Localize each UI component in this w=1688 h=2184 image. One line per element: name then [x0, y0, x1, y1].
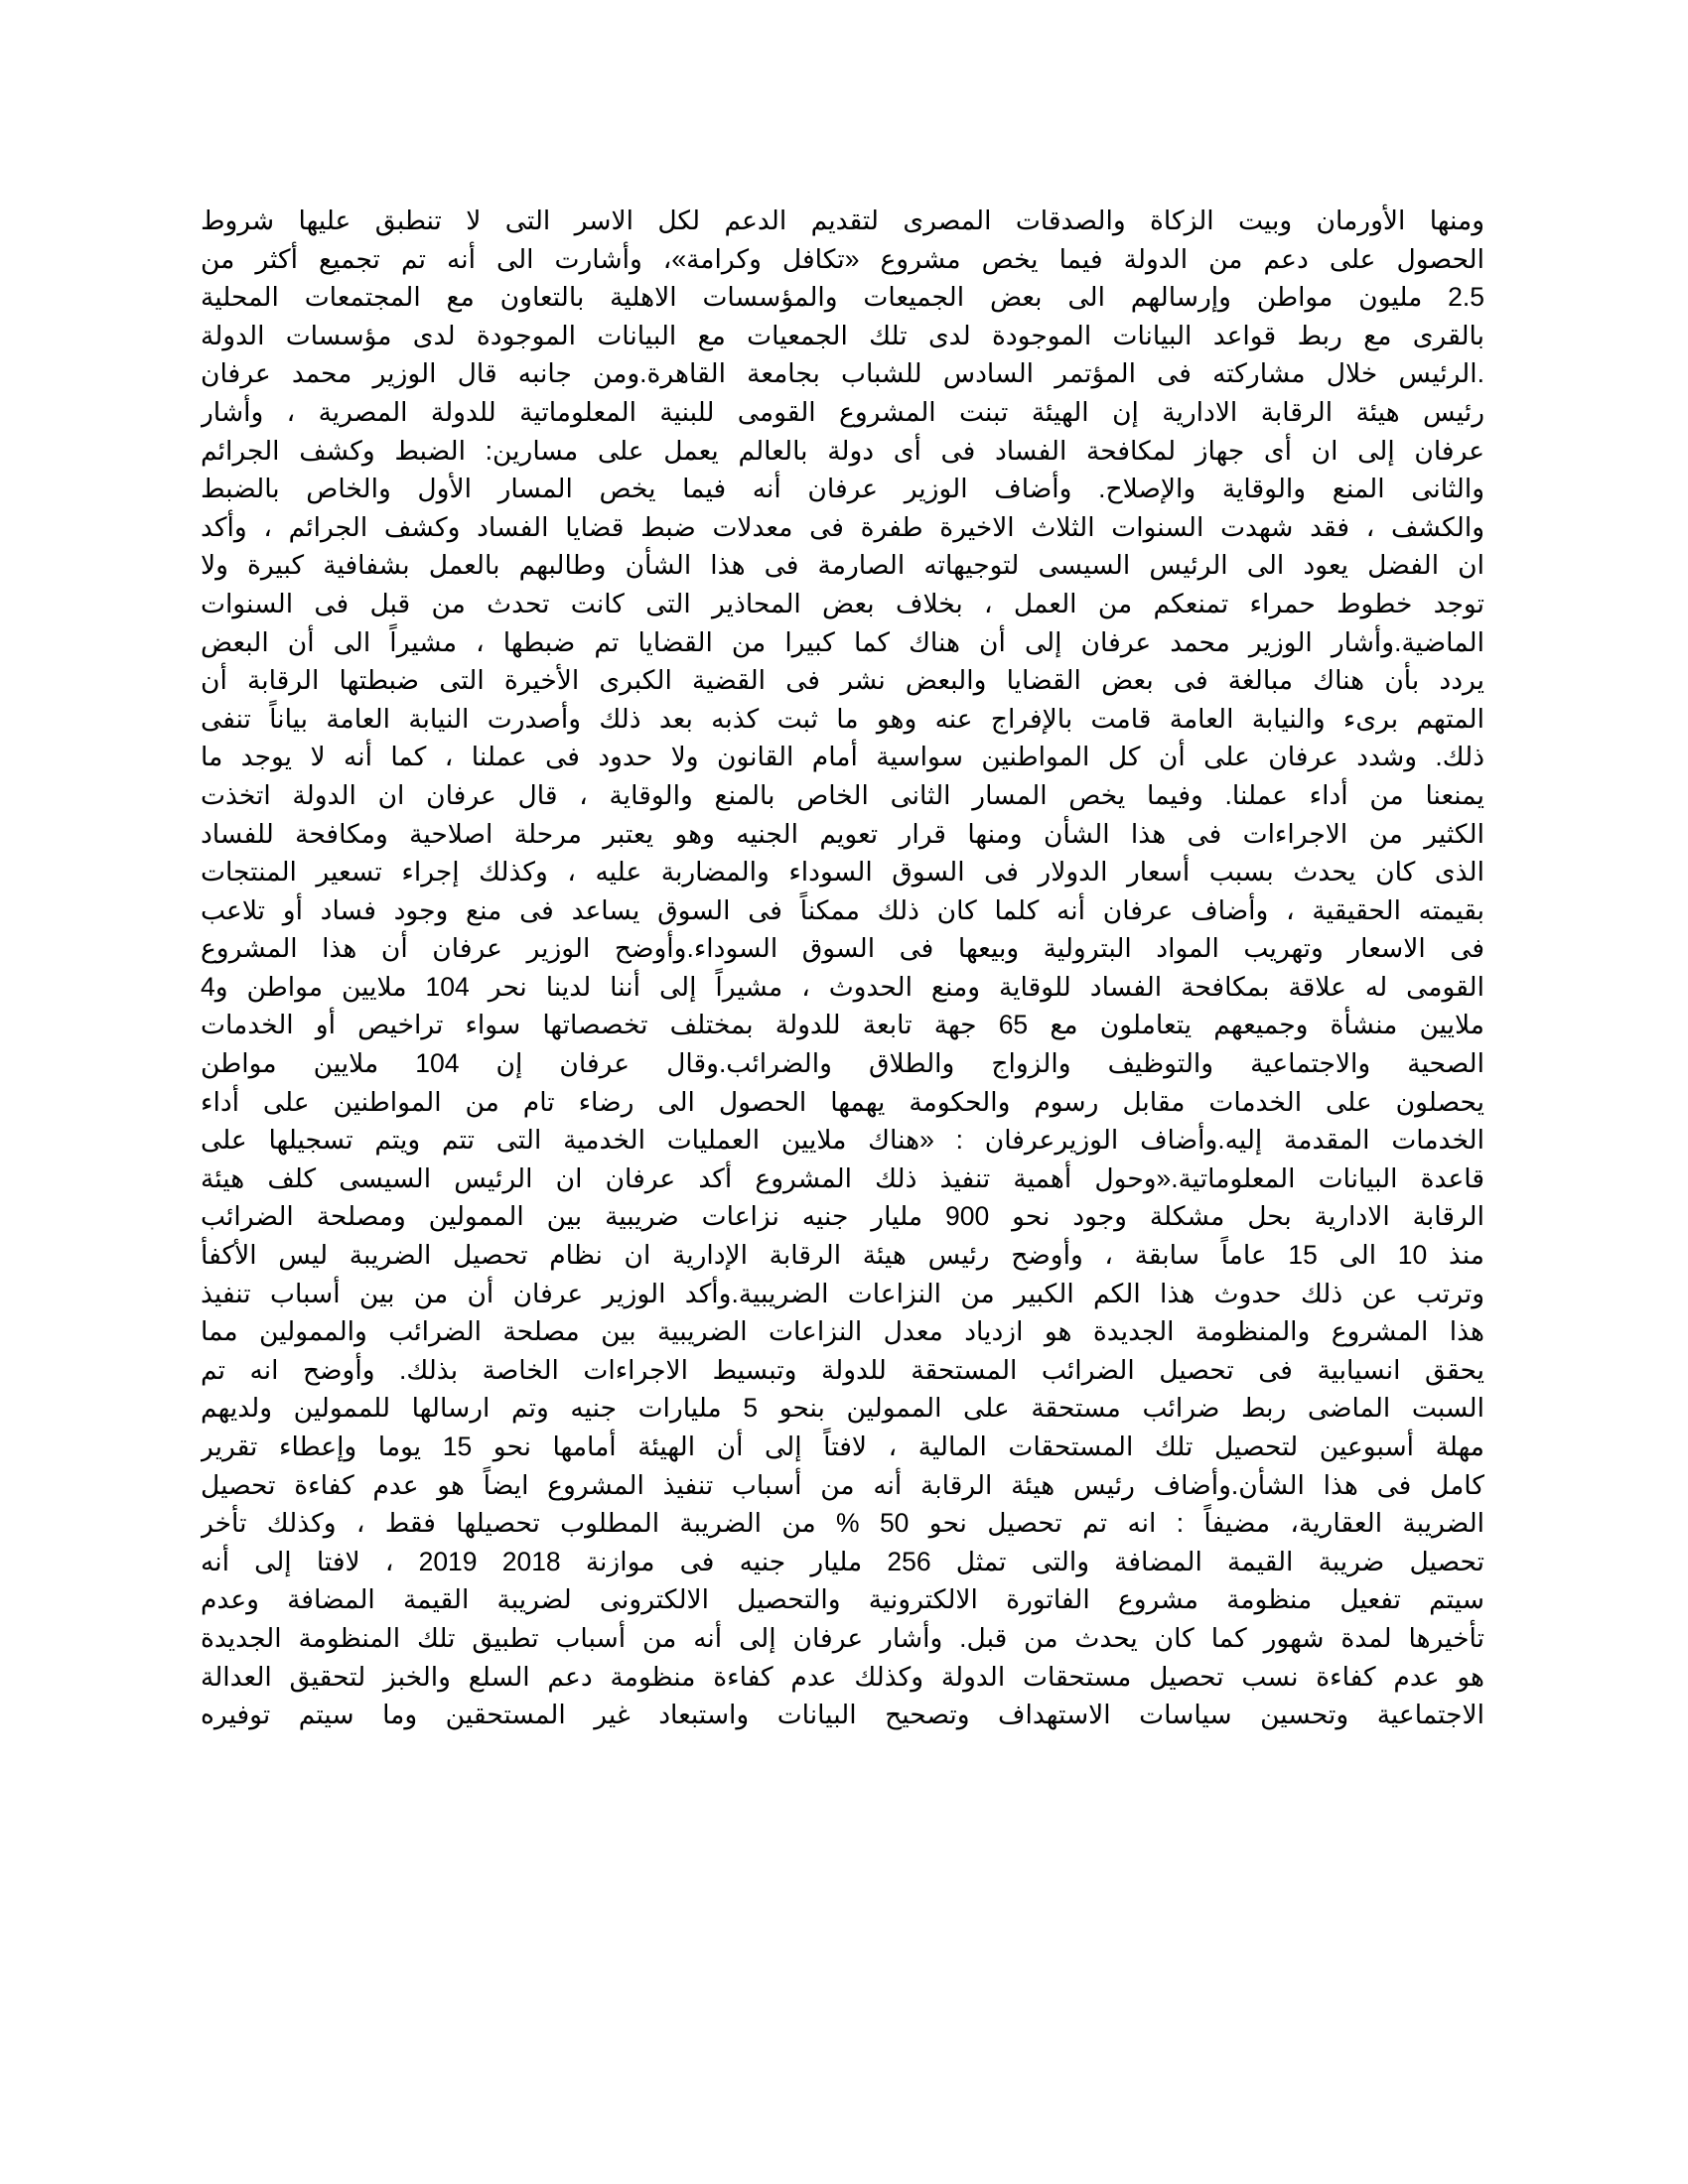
text-line: بالقرى مع ربط قواعد البيانات الموجودة لدى تلك الجمعيات مع البيانات الموجودة لدى مؤسسات الدولة [201, 320, 1484, 350]
text-line: رئيس هيئة الرقابة الادارية إن الهيئة تبنت المشروع القومى للبنية المعلوماتية للدولة المصرية ، وأشار [201, 396, 1484, 427]
text-line: ومنها الأورمان وبيت الزكاة والصدقات المصرى لتقديم الدعم لكل الاسر التى لا تنطبق عليها شروط [201, 205, 1484, 235]
text-line: والكشف ، فقد شهدت السنوات الثلاث الاخيرة طفرة فى معدلات ضبط قضايا الفساد وكشف الجرائم ، وأكد [201, 511, 1484, 542]
article-body [201, 202, 1484, 1734]
text-line: سيتم تفعيل منظومة مشروع الفاتورة الالكترونية والتحصيل الالكترونى لضريبة القيمة المضافة وعدم [201, 1584, 1484, 1615]
text-line: قاعدة البيانات المعلوماتية.«وحول أهمية تنفيذ ذلك المشروع أكد عرفان ان الرئيس السيسى كلف هيئة [201, 1162, 1484, 1193]
text-line: مهلة أسبوعين لتحصيل تلك المستحقات المالية ، لافتاً إلى أن الهيئة أمامها نحو 15 يوما وإعطاء تقرير [201, 1432, 1484, 1461]
text-line: الماضية.وأشار الوزير محمد عرفان إلى أن هناك كما كبيرا من القضايا تم ضبطها ، مشيراً الى أن البعض [201, 626, 1484, 657]
text-line: بقيمته الحقيقية ، وأضاف عرفان أنه كلما كان ذلك ممكناً فى السوق يساعد فى منع وجود فساد أو تلاعب [201, 894, 1484, 925]
text-line: المتهم برىء والنيابة العامة قامت بالإفراج عنه وهو ما ثبت كذبه بعد ذلك وأصدرت النيابة العامة بياناً تنفى [201, 703, 1484, 734]
text-line: يردد بأن هناك مبالغة فى بعض القضايا والبعض نشر فى القضية الكبرى الأخيرة التى ضبطتها الرقابة أن [201, 665, 1484, 696]
text-line: فى الاسعار وتهريب المواد البترولية وبيعها فى السوق السوداء.وأوضح الوزير عرفان أن هذا المشروع [201, 933, 1484, 964]
text-line: منذ 10 الى 15 عاماً سابقة ، وأوضح رئيس هيئة الرقابة الإدارية ان نظام تحصيل الضريبة ليس الأكفأ [201, 1240, 1484, 1271]
text-line: تأخيرها لمدة شهور كما كان يحدث من قبل. وأشار عرفان إلى أنه من أسباب تطبيق تلك المنظومة الجديدة [201, 1622, 1484, 1653]
text-line: الحصول على دعم من الدولة فيما يخص مشروع «تكافل وكرامة»، وأشارت الى أنه تم تجميع أكثر من [201, 243, 1484, 274]
text-line: يمنعنا من أداء عملنا. وفيما يخص المسار الثانى الخاص بالمنع والوقاية ، قال عرفان ان الدولة اتخذت [201, 779, 1484, 810]
text-line: 2.5 مليون مواطن وإرسالهم الى بعض الجميعات والمؤسسات الاهلية بالتعاون مع المجتمعات المحلية [201, 282, 1484, 313]
text-line: هذا المشروع والمنظومة الجديدة هو ازدياد معدل النزاعات الضريبية بين مصلحة الضرائب والممولين مما [201, 1316, 1484, 1347]
text-line: هو عدم كفاءة نسب تحصيل مستحقات الدولة وكذلك عدم كفاءة منظومة دعم السلع والخبز لتحقيق العدالة [201, 1661, 1484, 1692]
text-line: عرفان إلى ان أى جهاز لمكافحة الفساد فى أى دولة بالعالم يعمل على مسارين: الضبط وكشف الجرائم [201, 435, 1484, 466]
text-line: الصحية والاجتماعية والتوظيف والزواج والطلاق والضرائب.وقال عرفان إن 104 ملايين مواطن [201, 1048, 1484, 1079]
text-line: وترتب عن ذلك حدوث هذا الكم الكبير من النزاعات الضريبية.وأكد الوزير عرفان أن من بين أسباب تنفيذ [201, 1278, 1484, 1308]
text-line: كامل فى هذا الشأن.وأضاف رئيس هيئة الرقابة أنه من أسباب تنفيذ المشروع ايضاً هو عدم كفاءة تحصيل [201, 1469, 1484, 1500]
text-line: الضريبة العقارية، مضيفاً : انه تم تحصيل نحو 50 % من الضريبة المطلوب تحصيلها فقط ، وكذلك تأخر [201, 1508, 1484, 1539]
text-line: ملايين منشأة وجميعهم يتعاملون مع 65 جهة تابعة للدولة بمختلف تخصصاتها سواء تراخيص أو الخدمات [201, 1010, 1484, 1040]
text-line: القومى له علاقة بمكافحة الفساد للوقاية ومنع الحدوث ، مشيراً إلى أننا لدينا نحر 104 ملايين مواطن و4 [201, 971, 1484, 1002]
text-line: ان الفضل يعود الى الرئيس السيسى لتوجيهاته الصارمة فى هذا الشأن وطالبهم بالعمل بشفافية كبيرة ولا [201, 550, 1484, 581]
text-line: تحصيل ضريبة القيمة المضافة والتى تمثل 256 مليار جنيه فى موازنة 2018 2019 ، لافتا إلى أنه [201, 1546, 1484, 1576]
text-line: السبت الماضى ربط ضرائب مستحقة على الممولين بنحو 5 مليارات جنيه وتم ارسالها للممولين ولديهم [201, 1393, 1484, 1424]
text-line: يحصلون على الخدمات مقابل رسوم والحكومة يهمها الحصول الى رضاء تام من المواطنين على أداء [201, 1086, 1484, 1117]
text-line: توجد خطوط حمراء تمنعكم من العمل ، بخلاف بعض المحاذير التى كانت تحدث من قبل فى السنوات [201, 588, 1484, 618]
text-line: الكثير من الاجراءات فى هذا الشأن ومنها قرار تعويم الجنيه وهو يعتبر مرحلة اصلاحية ومكافحة للفساد [201, 818, 1484, 849]
text-line: ذلك. وشدد عرفان على أن كل المواطنين سواسية أمام القانون ولا حدود فى عملنا ، كما أنه لا يوجد ما [201, 742, 1484, 772]
text-line: الرقابة الادارية بحل مشكلة وجود نحو 900 مليار جنيه نزاعات ضريبية بين الممولين ومصلحة الضرائب [201, 1201, 1484, 1232]
text-line: الاجتماعية وتحسين سياسات الاستهداف وتصحيح البيانات واستبعاد غير المستحقين وما سيتم توفيره [201, 1700, 1484, 1730]
text-line: الذى كان يحدث بسبب أسعار الدولار فى السوق السوداء والمضاربة عليه ، وكذلك إجراء تسعير المنتجات [201, 857, 1484, 887]
text-line: .الرئيس خلال مشاركته فى المؤتمر السادس للشباب بجامعة القاهرة.ومن جانبه قال الوزير محمد عرفان [201, 358, 1484, 389]
text-line: الخدمات المقدمة إليه.وأضاف الوزيرعرفان : «هناك ملايين العمليات الخدمية التى تتم ويتم تسجيلها على [201, 1125, 1484, 1156]
text-line: والثانى المنع والوقاية والإصلاح. وأضاف الوزير عرفان أنه فيما يخص المسار الأول والخاص بالضبط [201, 474, 1484, 504]
text-line: يحقق انسيابية فى تحصيل الضرائب المستحقة للدولة وتبسيط الاجراءات الخاصة بذلك. وأوضح انه تم [201, 1354, 1484, 1385]
